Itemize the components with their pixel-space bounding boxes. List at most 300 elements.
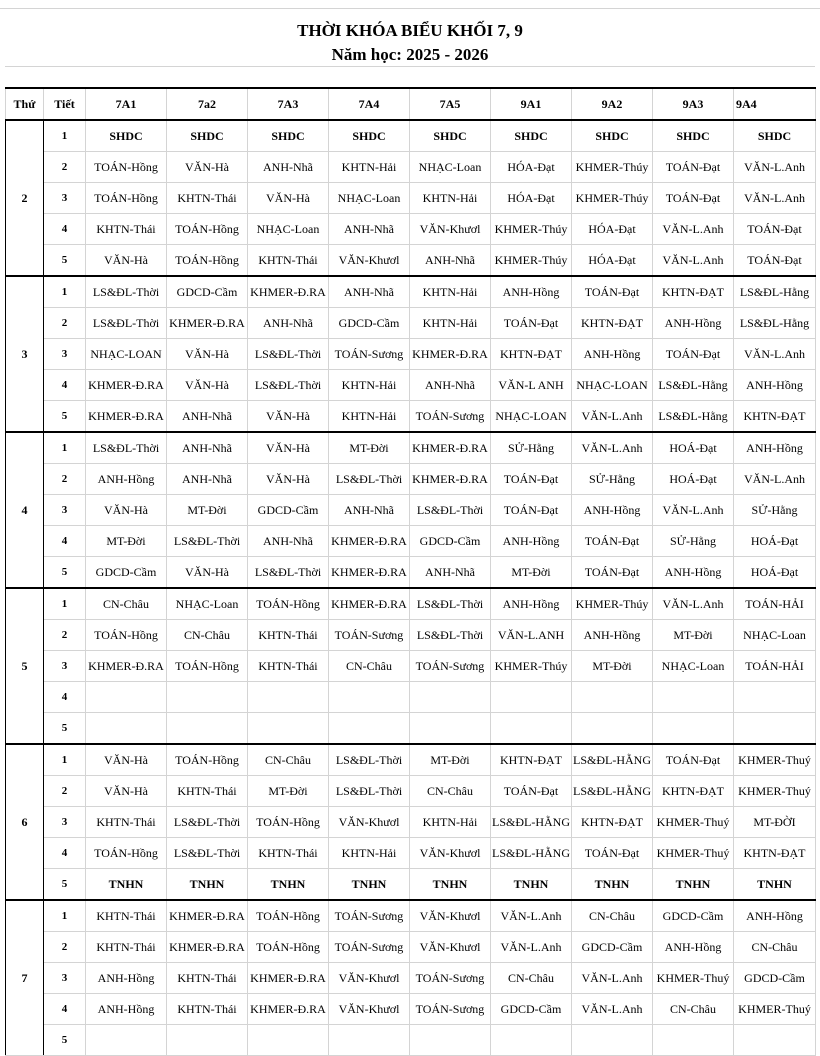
- subject-cell[interactable]: KHTN-Thái: [248, 838, 329, 869]
- subject-cell[interactable]: ANH-Hồng: [734, 900, 816, 932]
- subject-cell[interactable]: KHMER-Thuý: [653, 838, 734, 869]
- period-cell[interactable]: 2: [44, 464, 86, 495]
- subject-cell[interactable]: ANH-Nhã: [248, 526, 329, 557]
- subject-cell[interactable]: KHTN-ĐẠT: [734, 838, 816, 869]
- header-class-9a3[interactable]: 9A3: [653, 88, 734, 120]
- subject-cell[interactable]: NHẠC-Loan: [167, 588, 248, 620]
- subject-cell[interactable]: KHTN-ĐẠT: [653, 776, 734, 807]
- subject-cell[interactable]: NHẠC-Loan: [653, 651, 734, 682]
- subject-cell[interactable]: VĂN-L.Anh: [572, 963, 653, 994]
- subject-cell[interactable]: TOÁN-Hồng: [248, 932, 329, 963]
- subject-cell[interactable]: [653, 713, 734, 745]
- subject-cell[interactable]: TOÁN-Sương: [329, 620, 410, 651]
- period-cell[interactable]: 2: [44, 776, 86, 807]
- subject-cell[interactable]: [572, 1025, 653, 1056]
- subject-cell[interactable]: KHTN-Thái: [86, 932, 167, 963]
- subject-cell[interactable]: LS&ĐL-Thời: [248, 339, 329, 370]
- subject-cell[interactable]: SHDC: [653, 120, 734, 152]
- subject-cell[interactable]: VĂN-Hà: [167, 339, 248, 370]
- subject-cell[interactable]: ANH-Nhã: [329, 214, 410, 245]
- subject-cell[interactable]: TNHN: [491, 869, 572, 901]
- period-cell[interactable]: 3: [44, 495, 86, 526]
- subject-cell[interactable]: KHTN-Hải: [410, 276, 491, 308]
- subject-cell[interactable]: [167, 682, 248, 713]
- header-class-7a4[interactable]: 7A4: [329, 88, 410, 120]
- subject-cell[interactable]: KHTN-Thái: [167, 183, 248, 214]
- header-class-9a2[interactable]: 9A2: [572, 88, 653, 120]
- subject-cell[interactable]: VĂN-L.Anh: [491, 932, 572, 963]
- subject-cell[interactable]: VĂN-L.Anh: [572, 994, 653, 1025]
- subject-cell[interactable]: [653, 1025, 734, 1056]
- header-tiet[interactable]: Tiết: [44, 88, 86, 120]
- period-cell[interactable]: 4: [44, 994, 86, 1025]
- subject-cell[interactable]: CN-Châu: [734, 932, 816, 963]
- subject-cell[interactable]: ANH-Hồng: [491, 276, 572, 308]
- subject-cell[interactable]: VĂN-Hà: [248, 401, 329, 433]
- subject-cell[interactable]: ANH-Hồng: [86, 963, 167, 994]
- subject-cell[interactable]: SHDC: [734, 120, 816, 152]
- subject-cell[interactable]: TOÁN-Hồng: [86, 620, 167, 651]
- subject-cell[interactable]: MT-Đời: [248, 776, 329, 807]
- subject-cell[interactable]: MT-Đời: [86, 526, 167, 557]
- subject-cell[interactable]: MT-ĐỜI: [734, 807, 816, 838]
- subject-cell[interactable]: TOÁN-Đạt: [734, 245, 816, 277]
- subject-cell[interactable]: GDCD-Cầm: [248, 495, 329, 526]
- subject-cell[interactable]: VĂN-L.Anh: [653, 588, 734, 620]
- period-cell[interactable]: 5: [44, 245, 86, 277]
- subject-cell[interactable]: LS&ĐL-Thời: [86, 276, 167, 308]
- subject-cell[interactable]: [329, 682, 410, 713]
- subject-cell[interactable]: ANH-Hồng: [491, 588, 572, 620]
- subject-cell[interactable]: KHTN-Hải: [329, 152, 410, 183]
- subject-cell[interactable]: VĂN-Hà: [167, 557, 248, 589]
- subject-cell[interactable]: VĂN-L.Anh: [734, 183, 816, 214]
- subject-cell[interactable]: VĂN-Khươl: [410, 900, 491, 932]
- subject-cell[interactable]: ANH-Hồng: [734, 370, 816, 401]
- subject-cell[interactable]: TOÁN-Đạt: [491, 464, 572, 495]
- subject-cell[interactable]: LS&ĐL-Thời: [410, 495, 491, 526]
- subject-cell[interactable]: MT-Đời: [572, 651, 653, 682]
- subject-cell[interactable]: VĂN-Hà: [86, 776, 167, 807]
- subject-cell[interactable]: [167, 1025, 248, 1056]
- subject-cell[interactable]: GDCD-Cầm: [653, 900, 734, 932]
- subject-cell[interactable]: KHMER-Đ.RA: [248, 963, 329, 994]
- subject-cell[interactable]: KHMER-Thúy: [491, 214, 572, 245]
- day-cell[interactable]: 7: [6, 900, 44, 1056]
- subject-cell[interactable]: [410, 1025, 491, 1056]
- subject-cell[interactable]: KHMER-Thuý: [653, 963, 734, 994]
- subject-cell[interactable]: VĂN-L.Anh: [653, 214, 734, 245]
- subject-cell[interactable]: [653, 682, 734, 713]
- subject-cell[interactable]: KHMER-Đ.RA: [329, 588, 410, 620]
- subject-cell[interactable]: KHTN-ĐẠT: [572, 807, 653, 838]
- period-cell[interactable]: 3: [44, 807, 86, 838]
- subject-cell[interactable]: KHTN-Thái: [167, 994, 248, 1025]
- subject-cell[interactable]: VĂN-L.Anh: [653, 495, 734, 526]
- subject-cell[interactable]: ANH-Hồng: [491, 526, 572, 557]
- subject-cell[interactable]: VĂN-L.Anh: [572, 401, 653, 433]
- subject-cell[interactable]: TOÁN-Sương: [410, 994, 491, 1025]
- subject-cell[interactable]: KHMER-Đ.RA: [86, 651, 167, 682]
- subject-cell[interactable]: ANH-Nhã: [329, 495, 410, 526]
- subject-cell[interactable]: CN-Châu: [653, 994, 734, 1025]
- period-cell[interactable]: 1: [44, 588, 86, 620]
- subject-cell[interactable]: [491, 1025, 572, 1056]
- subject-cell[interactable]: LS&ĐL-HẰNG: [491, 807, 572, 838]
- subject-cell[interactable]: KHMER-Thúy: [572, 588, 653, 620]
- subject-cell[interactable]: TOÁN-Đạt: [572, 838, 653, 869]
- subject-cell[interactable]: VĂN-L.Anh: [734, 152, 816, 183]
- period-cell[interactable]: 3: [44, 651, 86, 682]
- subject-cell[interactable]: NHẠC-Loan: [410, 152, 491, 183]
- day-cell[interactable]: 4: [6, 432, 44, 588]
- subject-cell[interactable]: [329, 1025, 410, 1056]
- period-cell[interactable]: 2: [44, 620, 86, 651]
- subject-cell[interactable]: LS&ĐL-Hằng: [653, 370, 734, 401]
- subject-cell[interactable]: ANH-Nhã: [329, 276, 410, 308]
- subject-cell[interactable]: [572, 682, 653, 713]
- subject-cell[interactable]: [248, 1025, 329, 1056]
- subject-cell[interactable]: VĂN-Hà: [248, 432, 329, 464]
- subject-cell[interactable]: VĂN-Khươl: [410, 838, 491, 869]
- subject-cell[interactable]: KHTN-ĐẠT: [653, 276, 734, 308]
- subject-cell[interactable]: HOÁ-Đạt: [734, 526, 816, 557]
- subject-cell[interactable]: TOÁN-Đạt: [653, 152, 734, 183]
- subject-cell[interactable]: KHMER-Thuý: [734, 776, 816, 807]
- subject-cell[interactable]: LS&ĐL-Thời: [410, 620, 491, 651]
- subject-cell[interactable]: TOÁN-Hồng: [248, 900, 329, 932]
- period-cell[interactable]: 5: [44, 401, 86, 433]
- subject-cell[interactable]: TOÁN-Đạt: [653, 183, 734, 214]
- subject-cell[interactable]: MT-Đời: [653, 620, 734, 651]
- header-class-7a5[interactable]: 7A5: [410, 88, 491, 120]
- period-cell[interactable]: 2: [44, 152, 86, 183]
- subject-cell[interactable]: HÓA-Đạt: [572, 245, 653, 277]
- subject-cell[interactable]: KHTN-ĐẠT: [491, 744, 572, 776]
- subject-cell[interactable]: LS&ĐL-Hằng: [734, 276, 816, 308]
- subject-cell[interactable]: LS&ĐL-Thời: [86, 432, 167, 464]
- subject-cell[interactable]: GDCD-Cầm: [167, 276, 248, 308]
- subject-cell[interactable]: [248, 682, 329, 713]
- subject-cell[interactable]: LS&ĐL-Thời: [248, 370, 329, 401]
- subject-cell[interactable]: KHTN-ĐẠT: [572, 308, 653, 339]
- subject-cell[interactable]: TOÁN-Hồng: [167, 651, 248, 682]
- day-cell[interactable]: 3: [6, 276, 44, 432]
- subject-cell[interactable]: [329, 713, 410, 745]
- subject-cell[interactable]: CN-Châu: [572, 900, 653, 932]
- subject-cell[interactable]: GDCD-Cầm: [410, 526, 491, 557]
- subject-cell[interactable]: SỬ-Hằng: [653, 526, 734, 557]
- subject-cell[interactable]: SHDC: [167, 120, 248, 152]
- period-cell[interactable]: 4: [44, 370, 86, 401]
- subject-cell[interactable]: TOÁN-Hồng: [86, 152, 167, 183]
- day-cell[interactable]: 5: [6, 588, 44, 744]
- period-cell[interactable]: 5: [44, 557, 86, 589]
- subject-cell[interactable]: LS&ĐL-Thời: [248, 557, 329, 589]
- subject-cell[interactable]: VĂN-Hà: [167, 370, 248, 401]
- subject-cell[interactable]: LS&ĐL-Thời: [329, 464, 410, 495]
- subject-cell[interactable]: VĂN-L.ANH: [491, 620, 572, 651]
- subject-cell[interactable]: CN-Châu: [86, 588, 167, 620]
- subject-cell[interactable]: SỬ-Hằng: [491, 432, 572, 464]
- subject-cell[interactable]: [167, 713, 248, 745]
- subject-cell[interactable]: TOÁN-Đạt: [491, 776, 572, 807]
- subject-cell[interactable]: CN-Châu: [491, 963, 572, 994]
- subject-cell[interactable]: ANH-Nhã: [248, 308, 329, 339]
- subject-cell[interactable]: KHTN-Hải: [410, 308, 491, 339]
- subject-cell[interactable]: TNHN: [86, 869, 167, 901]
- subject-cell[interactable]: ANH-Hồng: [653, 557, 734, 589]
- subject-cell[interactable]: KHTN-ĐẠT: [491, 339, 572, 370]
- header-class-9a1[interactable]: 9A1: [491, 88, 572, 120]
- header-thu[interactable]: Thứ: [6, 88, 44, 120]
- subject-cell[interactable]: ANH-Hồng: [572, 620, 653, 651]
- subject-cell[interactable]: [410, 682, 491, 713]
- subject-cell[interactable]: TOÁN-Đạt: [653, 339, 734, 370]
- subject-cell[interactable]: VĂN-L.Anh: [491, 900, 572, 932]
- subject-cell[interactable]: KHTN-Thái: [167, 776, 248, 807]
- subject-cell[interactable]: TNHN: [248, 869, 329, 901]
- subject-cell[interactable]: [491, 682, 572, 713]
- subject-cell[interactable]: KHMER-Đ.RA: [410, 339, 491, 370]
- subject-cell[interactable]: MT-Đời: [491, 557, 572, 589]
- subject-cell[interactable]: [491, 713, 572, 745]
- subject-cell[interactable]: VĂN-Khươl: [410, 932, 491, 963]
- subject-cell[interactable]: ANH-Nhã: [410, 370, 491, 401]
- subject-cell[interactable]: ANH-Nhã: [410, 245, 491, 277]
- subject-cell[interactable]: KHMER-Đ.RA: [329, 526, 410, 557]
- subject-cell[interactable]: KHTN-ĐẠT: [734, 401, 816, 433]
- period-cell[interactable]: 2: [44, 932, 86, 963]
- day-cell[interactable]: 2: [6, 120, 44, 276]
- header-class-7a3[interactable]: 7A3: [248, 88, 329, 120]
- subject-cell[interactable]: NHẠC-LOAN: [572, 370, 653, 401]
- subject-cell[interactable]: CN-Châu: [248, 744, 329, 776]
- subject-cell[interactable]: GDCD-Cầm: [86, 557, 167, 589]
- subject-cell[interactable]: LS&ĐL-Hằng: [653, 401, 734, 433]
- subject-cell[interactable]: KHTN-Thái: [167, 963, 248, 994]
- subject-cell[interactable]: NHẠC-Loan: [329, 183, 410, 214]
- subject-cell[interactable]: VĂN-Hà: [86, 245, 167, 277]
- subject-cell[interactable]: TNHN: [572, 869, 653, 901]
- subject-cell[interactable]: SHDC: [86, 120, 167, 152]
- subject-cell[interactable]: KHTN-Hải: [329, 370, 410, 401]
- subject-cell[interactable]: KHTN-Thái: [86, 214, 167, 245]
- subject-cell[interactable]: VĂN-L.Anh: [734, 339, 816, 370]
- day-cell[interactable]: 6: [6, 744, 44, 900]
- subject-cell[interactable]: [410, 713, 491, 745]
- subject-cell[interactable]: HÓA-Đạt: [572, 214, 653, 245]
- subject-cell[interactable]: [248, 713, 329, 745]
- subject-cell[interactable]: GDCD-Cầm: [491, 994, 572, 1025]
- subject-cell[interactable]: KHTN-Thái: [86, 807, 167, 838]
- subject-cell[interactable]: MT-Đời: [167, 495, 248, 526]
- subject-cell[interactable]: [86, 682, 167, 713]
- period-cell[interactable]: 4: [44, 682, 86, 713]
- subject-cell[interactable]: SHDC: [248, 120, 329, 152]
- subject-cell[interactable]: [86, 1025, 167, 1056]
- subject-cell[interactable]: LS&ĐL-Thời: [329, 776, 410, 807]
- subject-cell[interactable]: KHMER-Thuý: [734, 744, 816, 776]
- subject-cell[interactable]: VĂN-Hà: [167, 152, 248, 183]
- subject-cell[interactable]: TOÁN-Đạt: [572, 276, 653, 308]
- subject-cell[interactable]: TNHN: [167, 869, 248, 901]
- subject-cell[interactable]: NHẠC-Loan: [734, 620, 816, 651]
- subject-cell[interactable]: LS&ĐL-HẰNG: [491, 838, 572, 869]
- subject-cell[interactable]: TNHN: [734, 869, 816, 901]
- subject-cell[interactable]: KHMER-Thúy: [572, 152, 653, 183]
- subject-cell[interactable]: VĂN-Hà: [86, 744, 167, 776]
- subject-cell[interactable]: TOÁN-Hồng: [248, 807, 329, 838]
- subject-cell[interactable]: ANH-Nhã: [410, 557, 491, 589]
- subject-cell[interactable]: MT-Đời: [329, 432, 410, 464]
- period-cell[interactable]: 3: [44, 963, 86, 994]
- subject-cell[interactable]: ANH-Nhã: [248, 152, 329, 183]
- subject-cell[interactable]: TNHN: [329, 869, 410, 901]
- subject-cell[interactable]: HOÁ-Đạt: [653, 464, 734, 495]
- subject-cell[interactable]: GDCD-Cầm: [572, 932, 653, 963]
- subject-cell[interactable]: VĂN-Khươl: [410, 214, 491, 245]
- subject-cell[interactable]: KHMER-Thúy: [491, 245, 572, 277]
- period-cell[interactable]: 5: [44, 1025, 86, 1056]
- header-class-7a1[interactable]: 7A1: [86, 88, 167, 120]
- subject-cell[interactable]: LS&ĐL-Thời: [167, 526, 248, 557]
- subject-cell[interactable]: KHMER-Đ.RA: [86, 401, 167, 433]
- subject-cell[interactable]: VĂN-Hà: [86, 495, 167, 526]
- subject-cell[interactable]: NHẠC-Loan: [248, 214, 329, 245]
- subject-cell[interactable]: TOÁN-Đạt: [572, 557, 653, 589]
- subject-cell[interactable]: KHTN-Thái: [86, 900, 167, 932]
- period-cell[interactable]: 3: [44, 339, 86, 370]
- subject-cell[interactable]: KHTN-Thái: [248, 651, 329, 682]
- subject-cell[interactable]: KHMER-Thúy: [491, 651, 572, 682]
- subject-cell[interactable]: [734, 682, 816, 713]
- subject-cell[interactable]: SHDC: [329, 120, 410, 152]
- subject-cell[interactable]: KHMER-Đ.RA: [248, 994, 329, 1025]
- subject-cell[interactable]: ANH-Hồng: [653, 308, 734, 339]
- subject-cell[interactable]: NHẠC-LOAN: [86, 339, 167, 370]
- subject-cell[interactable]: SỬ-Hằng: [572, 464, 653, 495]
- subject-cell[interactable]: KHMER-Đ.RA: [167, 900, 248, 932]
- header-class-7a2[interactable]: 7a2: [167, 88, 248, 120]
- header-class-9a4[interactable]: 9A4: [734, 88, 816, 120]
- period-cell[interactable]: 3: [44, 183, 86, 214]
- subject-cell[interactable]: TOÁN-Sương: [410, 401, 491, 433]
- period-cell[interactable]: 1: [44, 276, 86, 308]
- subject-cell[interactable]: ANH-Hồng: [653, 932, 734, 963]
- subject-cell[interactable]: [86, 713, 167, 745]
- subject-cell[interactable]: CN-Châu: [329, 651, 410, 682]
- subject-cell[interactable]: KHMER-Đ.RA: [167, 308, 248, 339]
- subject-cell[interactable]: SỬ-Hằng: [734, 495, 816, 526]
- subject-cell[interactable]: [734, 713, 816, 745]
- subject-cell[interactable]: NHẠC-LOAN: [491, 401, 572, 433]
- subject-cell[interactable]: TOÁN-Hồng: [167, 245, 248, 277]
- subject-cell[interactable]: VĂN-L.Anh: [572, 432, 653, 464]
- subject-cell[interactable]: ANH-Nhã: [167, 401, 248, 433]
- subject-cell[interactable]: VĂN-Khươl: [329, 963, 410, 994]
- subject-cell[interactable]: ANH-Hồng: [86, 464, 167, 495]
- subject-cell[interactable]: LS&ĐL-Hằng: [734, 308, 816, 339]
- period-cell[interactable]: 4: [44, 526, 86, 557]
- subject-cell[interactable]: VĂN-Khươl: [329, 994, 410, 1025]
- subject-cell[interactable]: LS&ĐL-Thời: [329, 744, 410, 776]
- subject-cell[interactable]: KHTN-Thái: [248, 620, 329, 651]
- subject-cell[interactable]: KHMER-Thuý: [734, 994, 816, 1025]
- subject-cell[interactable]: KHMER-Đ.RA: [86, 370, 167, 401]
- subject-cell[interactable]: VĂN-Hà: [248, 183, 329, 214]
- subject-cell[interactable]: LS&ĐL-HẰNG: [572, 744, 653, 776]
- subject-cell[interactable]: TOÁN-Sương: [410, 963, 491, 994]
- subject-cell[interactable]: [572, 713, 653, 745]
- subject-cell[interactable]: TOÁN-Hồng: [86, 183, 167, 214]
- subject-cell[interactable]: LS&ĐL-HẰNG: [572, 776, 653, 807]
- subject-cell[interactable]: KHMER-Thuý: [653, 807, 734, 838]
- subject-cell[interactable]: KHMER-Đ.RA: [167, 932, 248, 963]
- period-cell[interactable]: 1: [44, 744, 86, 776]
- subject-cell[interactable]: CN-Châu: [410, 776, 491, 807]
- subject-cell[interactable]: KHTN-Hải: [410, 807, 491, 838]
- subject-cell[interactable]: TNHN: [653, 869, 734, 901]
- subject-cell[interactable]: TOÁN-Sương: [329, 932, 410, 963]
- subject-cell[interactable]: KHTN-Hải: [410, 183, 491, 214]
- subject-cell[interactable]: TOÁN-Hồng: [248, 588, 329, 620]
- period-cell[interactable]: 4: [44, 838, 86, 869]
- subject-cell[interactable]: LS&ĐL-Thời: [86, 308, 167, 339]
- subject-cell[interactable]: TOÁN-Hồng: [86, 838, 167, 869]
- subject-cell[interactable]: TOÁN-Đạt: [572, 526, 653, 557]
- subject-cell[interactable]: KHTN-Hải: [329, 401, 410, 433]
- period-cell[interactable]: 5: [44, 713, 86, 745]
- subject-cell[interactable]: GDCD-Cầm: [734, 963, 816, 994]
- subject-cell[interactable]: TOÁN-Hồng: [167, 214, 248, 245]
- subject-cell[interactable]: SHDC: [491, 120, 572, 152]
- subject-cell[interactable]: KHTN-Thái: [248, 245, 329, 277]
- period-cell[interactable]: 1: [44, 432, 86, 464]
- subject-cell[interactable]: ANH-Hồng: [86, 994, 167, 1025]
- period-cell[interactable]: 1: [44, 900, 86, 932]
- subject-cell[interactable]: VĂN-L ANH: [491, 370, 572, 401]
- subject-cell[interactable]: VĂN-L.Anh: [653, 245, 734, 277]
- subject-cell[interactable]: KHTN-Hải: [329, 838, 410, 869]
- subject-cell[interactable]: LS&ĐL-Thời: [167, 807, 248, 838]
- subject-cell[interactable]: MT-Đời: [410, 744, 491, 776]
- subject-cell[interactable]: TOÁN-Đạt: [491, 495, 572, 526]
- subject-cell[interactable]: CN-Châu: [167, 620, 248, 651]
- subject-cell[interactable]: TOÁN-HẢI: [734, 651, 816, 682]
- subject-cell[interactable]: TOÁN-Sương: [410, 651, 491, 682]
- period-cell[interactable]: 1: [44, 120, 86, 152]
- subject-cell[interactable]: KHMER-Đ.RA: [410, 432, 491, 464]
- subject-cell[interactable]: TOÁN-Đạt: [653, 744, 734, 776]
- subject-cell[interactable]: LS&ĐL-Thời: [167, 838, 248, 869]
- subject-cell[interactable]: TOÁN-HẢI: [734, 588, 816, 620]
- subject-cell[interactable]: HOÁ-Đạt: [653, 432, 734, 464]
- subject-cell[interactable]: KHMER-Thúy: [572, 183, 653, 214]
- subject-cell[interactable]: ANH-Nhã: [167, 464, 248, 495]
- subject-cell[interactable]: LS&ĐL-Thời: [410, 588, 491, 620]
- subject-cell[interactable]: ANH-Hồng: [572, 495, 653, 526]
- subject-cell[interactable]: HÓA-Đạt: [491, 152, 572, 183]
- subject-cell[interactable]: KHMER-Đ.RA: [248, 276, 329, 308]
- subject-cell[interactable]: HÓA-Đạt: [491, 183, 572, 214]
- subject-cell[interactable]: KHMER-Đ.RA: [329, 557, 410, 589]
- subject-cell[interactable]: TOÁN-Sương: [329, 900, 410, 932]
- period-cell[interactable]: 4: [44, 214, 86, 245]
- subject-cell[interactable]: HOÁ-Đạt: [734, 557, 816, 589]
- subject-cell[interactable]: KHMER-Đ.RA: [410, 464, 491, 495]
- subject-cell[interactable]: TOÁN-Sương: [329, 339, 410, 370]
